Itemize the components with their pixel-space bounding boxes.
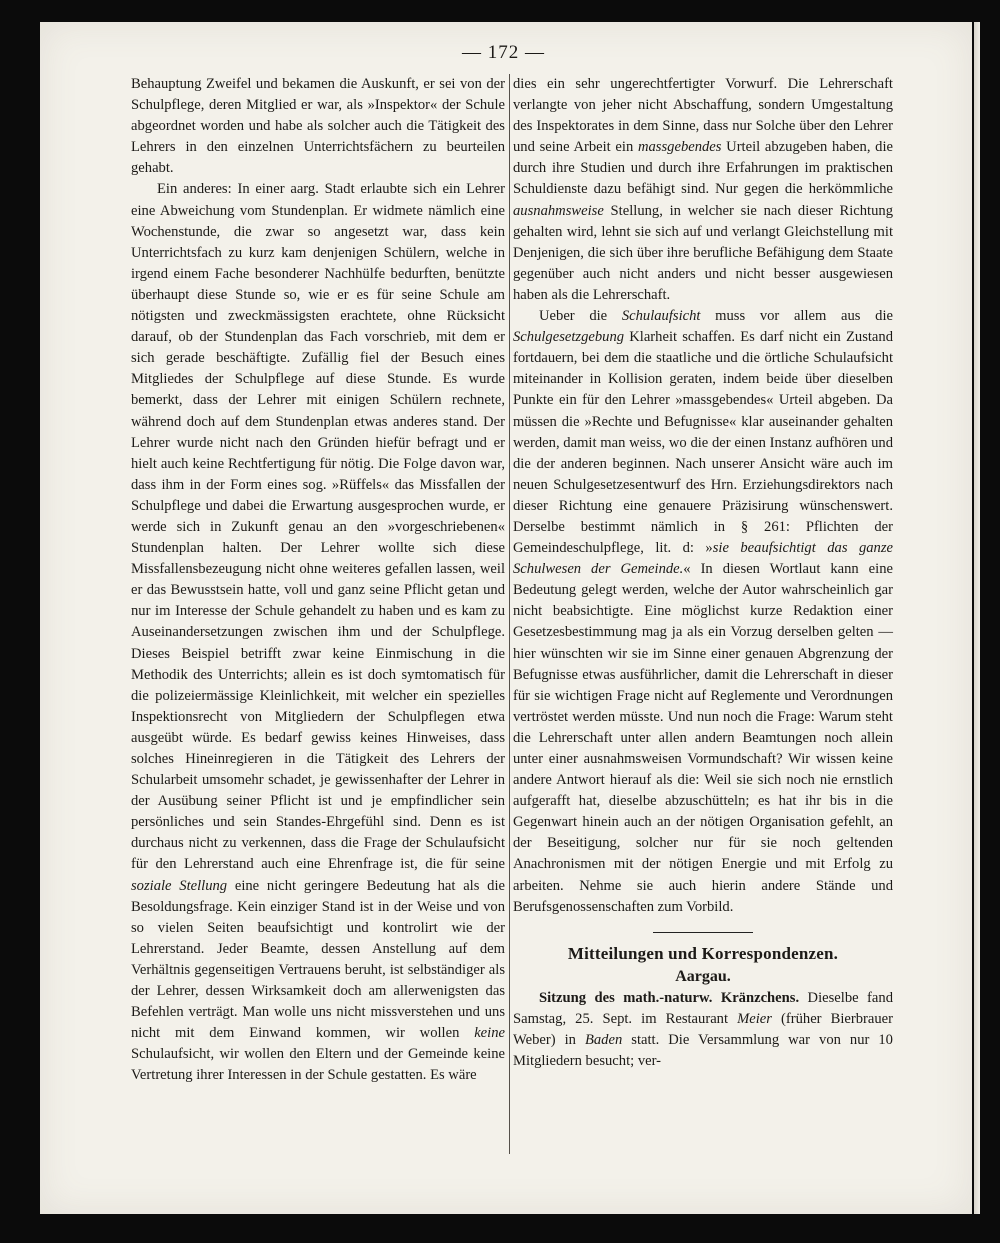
news-item-title: Sitzung des math.-naturw. Kränzchens. [539,989,800,1006]
text-run: dies ein sehr ungerechtfertigter Vorwurf. Die Lehrerschaft verlangte von jeher nicht Abschaffung, sondern Umgestaltung des Inspektorates in dem Sinne, dass nur Solche über den Lehrer und seine Arbeit ein [513,76,893,156]
paragraph [131,179,505,1086]
italic-text-run: Schulgesetzgebung [513,329,625,346]
paragraph [513,306,893,918]
text-run: Dieselbe fand Samstag, 25. Sept. im Restaurant [513,989,893,1028]
text-run: Stellung, in welcher sie nach dieser Richtung gehalten wird, lehnt sie sich auf und verlangt Gleichstellung mit Denjenigen, die sich über ihre berufliche Befähigung dem Staate gegenüber auch nicht anders und nicht besser ausgewiesen haben als die Lehrerschaft. [513,202,893,303]
section-heading: Mitteilungen und Korrespondenzen. [567,943,839,963]
text-run: Schulaufsicht, wir wollen den Eltern und der Gemeinde keine Vertretung ihrer Interessen in der Schule gestatten. Es wäre [131,1046,505,1084]
paragraph [513,74,893,306]
section-separator-rule [653,932,753,933]
scanned-page [40,22,972,1214]
paragraph [131,74,505,179]
page-fold-shadow [974,22,980,1214]
left-text-column [131,74,505,1087]
text-run: (früher Bierbrauer Weber) in [513,1011,893,1049]
italic-text-run: ausnahmsweise [513,202,604,219]
text-run: Ein anderes: In einer aarg. Stadt erlaubte sich ein Lehrer eine Abweichung vom Stundenplan. Er widmete nämlich eine Wochenstunde, die zwar so angesetzt war, dass kein Unterrichtsfach zu kurz kam denjenigen Schülern, welche in irgend einem Fache besonderer Nachhülfe bedurften, benützte überhaupt diese Stunde so, wie er es für seine Schule am nötigsten und zweckmässigsten erachtete, ohne Rücksicht darauf, ob der Stundenplan das Fach vorschrieb, mit dem er sich gerade beschäftigte. Zufällig fiel der Besuch eines Mitgliedes der Schulpflege auf diese Stunde. Es wurde bemerkt, dass der Lehrer mit einigen Schülern rechnete, während doch auf dem Stundenplan etwas anderes stand. Der Lehrer wurde nicht nach den Gründen hiefür befragt und er hielt auch keine Rechtfertigung für nötig. Die Folge davon war, dass ihm in der Form eines sog. »Rüffels« das Missfallen der Schulpflege und dabei die Erwartung ausgesprochen wurde, er werde sich in Zukunft genau an den »vorgeschriebenen« Stundenplan halten. Der Lehrer wollte sich diese Missfallensbezeugung nicht ohne weiteres gefallen lassen, weil er das Bewusstsein hatte, voll und ganz seine Pflicht getan und nur im Interesse der Schule gehandelt zu haben und es kam zu Auseinandersetzungen zwischen ihm und der Schulpflege. Dieses Beispiel betrifft zwar keine Einmischung in die Methodik des Unterrichts; allein es ist doch symtomatisch für die polizeiermässige Kleinlichkeit, mit welcher ein spezielles Inspektionsrecht von Mitgliedern der Schulpflegen etwa ausgeübt würde. Es bedarf gewiss keines Hinweises, dass solches Hineinregieren in die Tätigkeit des Lehrers der Schularbeit umsomehr schadet, je gewissenhafter der Lehrer in der Ausübung seiner Pflicht ist und je empfindlicher sein persönliches und sein Standes-Ehrgefühl sind. Denn es ist durchaus nicht zu verkennen, dass die Frage der Schulaufsicht für den Lehrerstand auch eine Ehrenfrage ist, die für seine [131,181,505,873]
italic-text-run: Schulaufsicht [621,308,701,325]
region-heading: Aargau. [675,967,731,985]
text-run: Klarheit schaffen. Es darf nicht ein Zustand fortdauern, bei dem die staatliche und die örtliche Schulaufsicht miteinander in Kollision geraten, indem beide über dieselben Punkte ein für den Lehrer »massgebendes« Urteil abgeben. Da müssen die »Rechte und Befugnisse« klar auseinander gehalten werden, damit man weiss, wo die der einen Instanz aufhören und die der anderen beginnen. Nach unserer Ansicht wäre auch im neuen Schulgesetzesentwurf des Hrn. Erziehungsdirektors nach dieser Richtung eine genauere Präzisirung wünschenswert. Derselbe bestimmt nämlich in § 261: Pflichten der Gemeindeschulpflege, lit. d: » [513,329,893,557]
text-run: statt. Die Versammlung war von nur 10 Mitgliedern besucht; ver- [513,1032,893,1070]
right-text-column [513,74,893,1072]
page-number: — 172 — [462,42,545,63]
italic-text-run: sie beaufsichtigt das ganze Schulwesen der Gemeinde. [513,540,894,578]
text-run: eine nicht geringere Bedeutung hat als die Besoldungsfrage. Kein einziger Stand ist in der Weise und von so vielen Seiten beaufsichtigt und kontrolirt wie der Lehrerstand. Jeder Beamte, dessen Anstellung auf dem Verhältnis gegenseitigen Vertrauens beruht, ist selbständiger als der Lehrer, dessen Wirksamkeit doch am allerwenigsten das Befehlen verträgt. Man wolle uns nicht missverstehen und uns nicht mit dem Einwand kommen, wir wollen [131,877,505,1042]
italic-text-run: Meier [737,1011,772,1028]
text-run: muss vor allem aus die [700,308,893,325]
column-divider-rule [509,74,510,1154]
text-run: Urteil abzugeben haben, die durch ihre Studien und durch ihre Erfahrungen im praktischen Schuldienste dazu befähigt sind. Nur gegen die herkömmliche [513,139,893,198]
right-column-paragraphs [513,74,893,918]
news-item-paragraph [513,988,893,1072]
italic-text-run: Baden [584,1032,623,1049]
text-run: Ueber die [539,308,622,325]
text-run: Behauptung Zweifel und bekamen die Auskunft, er sei von der Schulpflege, deren Mitglied er war, als »Inspektor« der Schule abgeordnet worden und habe als solcher auch die Tätigkeit des Lehrers in den einzelnen Unterrichtsfächern zu beurteilen gehabt. [131,76,505,177]
italic-text-run: keine [474,1025,505,1042]
italic-text-run: soziale Stellung [131,877,228,894]
text-run: « In diesen Wortlaut kann eine Bedeutung gelegt werden, welche der Autor wahrscheinlich gar nicht beabsichtigte. Eine möglichst kurze Redaktion einer Gesetzesbestimmung mag ja als ein Vorzug derselben gelten — hier wünschten wir sie im Sinne einer genauen Abgrenzung der Befugnisse etwas ausführlicher, damit die Lehrerschaft in dieser für sie wichtigen Frage nicht auf Reglemente und Verordnungen vertröstet werden müsste. Und nun noch die Frage: Warum steht die Lehrerschaft unter allen andern Beamtungen noch allein unter einer ausnahmsweisen Vormundschaft? Wir wissen keine andere Antwort hierauf als die: Weil sie sich noch nie ernstlich aufgerafft hat, dieselbe abzuschütteln; es hat ihr bis in die Gegenwart hinein auch an der nötigen Organisation gefehlt, an der Beseitigung, solcher nur für sie noch geltenden Anachronismen mit der nötigen Energie und mit Erfolg zu arbeiten. Nehme sie auch hierin andere Stände und Berufsgenossenschaften zum Vorbild. [513,561,893,915]
italic-text-run: massgebendes [637,139,722,156]
